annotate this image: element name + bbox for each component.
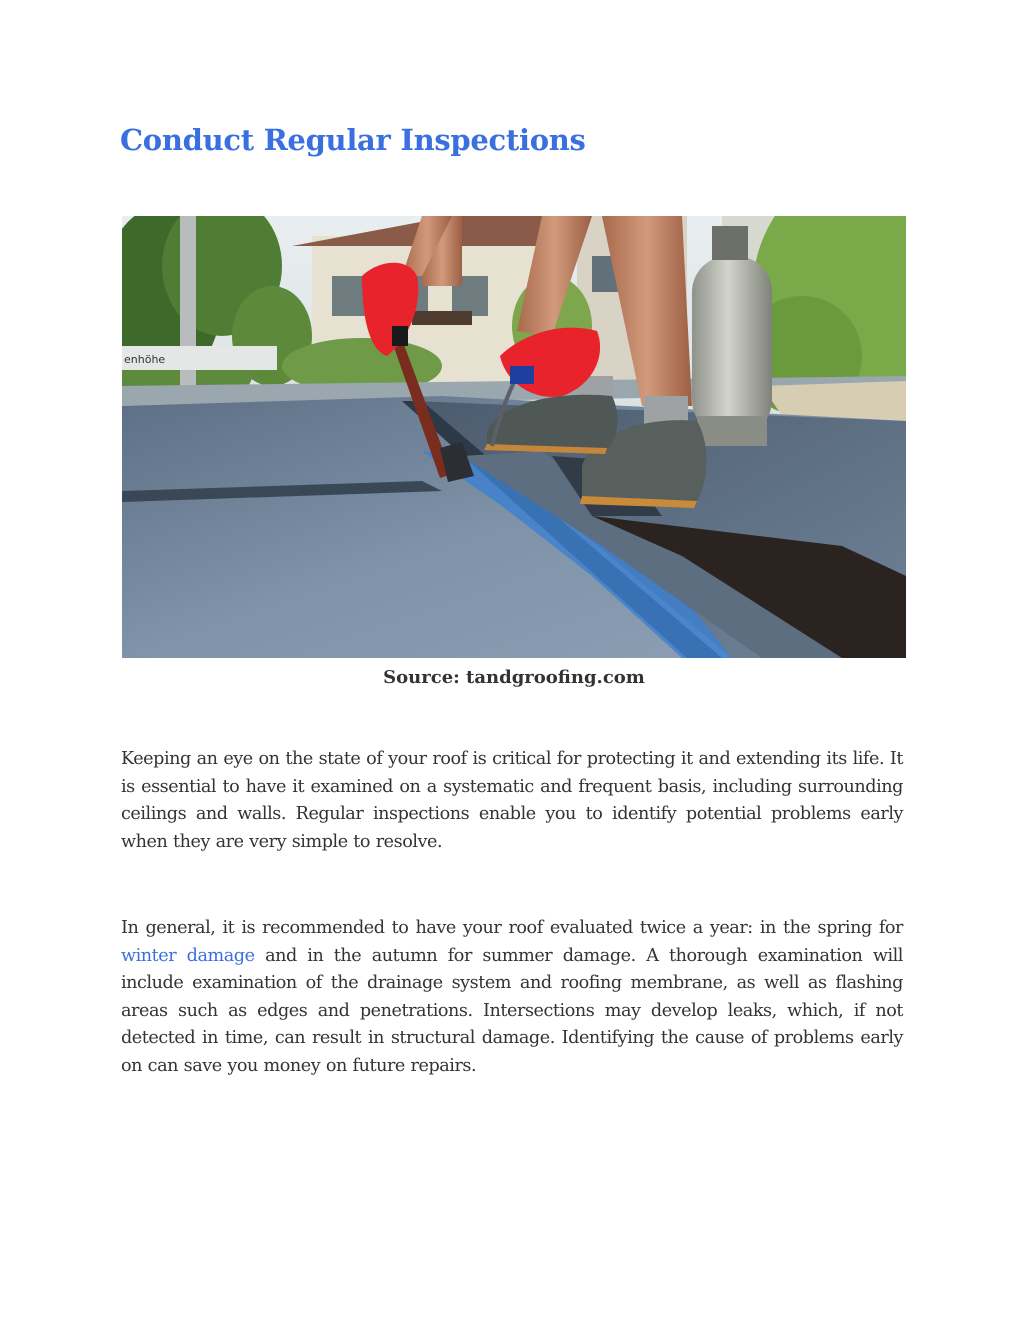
winter-damage-link[interactable]: winter damage xyxy=(121,945,255,966)
body-paragraph-1: Keeping an eye on the state of your roof is critical for protecting it and extending its life. It is essential to have it examined on a systematic and frequent basis, including surrounding ceilings and walls. Regular inspections enable you to identify potential problems early when they are very simple to resolve. xyxy=(121,749,903,852)
page-title: Conduct Regular Inspections xyxy=(120,123,586,157)
image-caption: Source: tandgroofing.com xyxy=(383,667,645,688)
body-paragraph-2 xyxy=(121,915,903,1081)
paragraph-text: In general, it is recommended to have your roof evaluated twice a year: in the spring for xyxy=(121,918,903,938)
paragraph-text: and in the autumn for summer damage. A thorough examination will include examination of the drainage system and roofing membrane, as well as flashing areas such as edges and penetrations. Intersections may develop leaks, which, if not detected in time, can result in structural damage. Identifying the cause of problems early on can save you money on future repairs. xyxy=(121,945,903,1076)
roofing-photo xyxy=(122,216,906,658)
street-sign-text: enhöhe xyxy=(124,353,166,366)
